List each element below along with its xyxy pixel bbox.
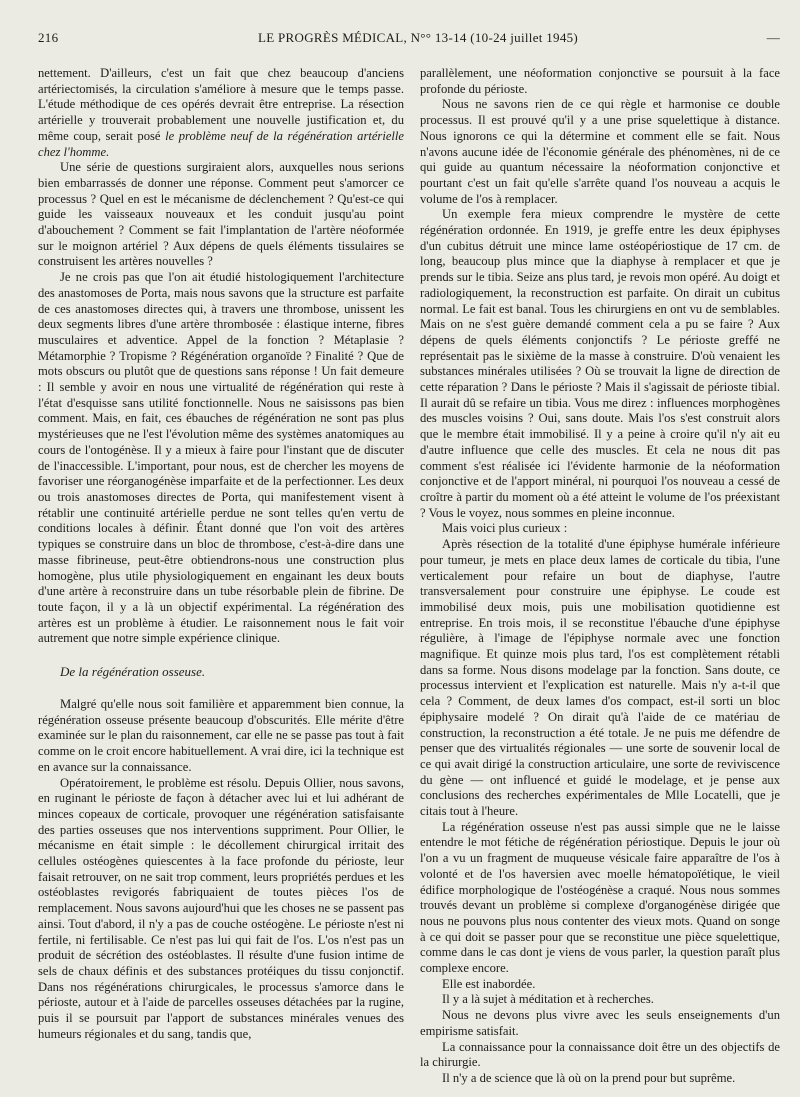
paragraph: Elle est inabordée. xyxy=(442,976,536,991)
paragraph: La connaissance pour la connaissance doit être un des objectifs de la chirurgie. xyxy=(420,1039,780,1070)
paragraph: parallèlement, une néoformation conjonctive se poursuit à la face profonde du périoste. xyxy=(420,66,780,96)
paragraph: Opératoirement, le problème est résolu. Depuis Ollier, nous savons, en ruginant le périoste de façon à détacher avec lui et lui adhérant de minces copeaux de corticale, provoquer une régénération satisfaisante des parties osseuses que nos interventions suppriment. Pour Ollier, le mécanisme en était simple : le décollement chirurgical irritait des cellules ostéogènes quiescentes à la face profonde du périoste, leur faisait retrouver, on ne sait trop comment, leurs propriétés perdues et les ostéoblastes revigorés fabriquaient de toutes pièces l'os de remplacement. Nous savons aujourd'hui que les choses ne se passent pas ainsi. Tout d'abord, il n'y a pas de couche ostéogène. Le périoste n'est ni fertile, ni fertilisable. Ce n'est pas lui qui fait de l'os. L'os n'est pas un produit de sécrétion des ostéoblastes. Il résulte d'une fusion intime de sels de chaux définis et des substances protéiques du tissu conjonctif. Dans nos régénérations chirurgicales, le processus s'amorce dans le périoste, autour et à l'aide de parcelles osseuses détachées par la rugine, puis il se poursuit par l'apport de substances minérales venues des humeurs régionales et du sang, tandis que, xyxy=(38,775,404,1041)
paragraph: Mais voici plus curieux : xyxy=(442,521,568,536)
right-column xyxy=(420,66,780,1086)
section-heading: De la régénération osseuse. xyxy=(60,664,206,680)
paragraph: Il y a là sujet à méditation et à recherches. xyxy=(442,992,654,1007)
paragraph: Je ne crois pas que l'on ait étudié histologiquement l'architecture des anastomoses de Porta, mais nous savons que la structure est parfaite de ces anastomoses directes qui, à travers une thrombose, unissent les deux segments libres d'une artère thrombosée : élastique interne, fibres musculaires et adventice. Appel de la fonction ? Métaplasie ? Métamorphie ? Tropisme ? Régénération organoïde ? Finalité ? Que de mots obscurs ou plutôt que de questions sans réponse ! Un fait demeure : Il semble y avoir en nous une virtualité de régénération qui reste à l'état d'esquisse sans utilité fonctionnelle. Nous ne saisissons pas bien comment. Mais, en fait, ces ébauches de régénération ne sont pas plus mystérieuses que ne l'est l'évolution même des systèmes anatomiques au cours de l'ontogénèse. Il y a mieux à faire pour l'instant que de discuter de l'inaccessible. L'important, pour nous, est de chercher les moyens de favoriser une réorganogénèse imparfaite et de la perfectionner. Les deux ou trois anastomoses directes de Porta, qui manifestement visent à rétablir une continuité artérielle perdue ne sont telles qu'en vertu de conditions locales à définir. Étant donné que l'on voit des artères typiques se construire dans un bloc de thrombose, c'est-à-dire dans une masse fibrineuse, peut-être obtiendrons-nous une construction plus homogène, plus utile physiologiquement en engainant les deux bouts d'une artère à reconstruire dans un tube résorbable plein de fibrine. De toute façon, il y a là un objectif expérimental. La régénération des artères est un problème à étudier. Le raisonnement nous le fait voir autrement que notre simple expérience clinique. xyxy=(38,270,404,646)
left-column xyxy=(38,66,404,1086)
paragraph-italic: le problème neuf de la régénération artérielle chez l'homme. xyxy=(38,128,404,159)
header-mark: — xyxy=(766,30,780,45)
paragraph: Malgré qu'elle nous soit familière et apparemment bien connue, la régénération osseuse présente beaucoup d'obscurités. Elle mérite d'être examinée sur le plan du raisonnement, car elle ne se passe pas tout à fait comme on le croit encore habituellement. A vrai dire, ici la technique est en avance sur la connaissance. xyxy=(38,697,404,774)
paragraph: La régénération osseuse n'est pas aussi simple que ne le laisse entendre le mot fétiche de régénération périostique. Depuis le jour où l'on a vu un fragment de muqueuse vésicale faire apparaître de l'os à volonté et de l'os haversien avec moelle hématopoïétique, le vieil édifice morphologique de l'ostéogénèse a craqué. Nous nous sommes trouvés devant un problème si complexe d'organogénèse dirigée que nous ne pouvons plus nous contenter des vieux mots. Quand on songe à ce qui doit se passer pour que se reconstitue une pièce squelettique, comme dans le cas dont je viens de vous parler, la question paraît plus complexe encore. xyxy=(420,819,780,976)
paragraph: Après résection de la totalité d'une épiphyse humérale inférieure pour tumeur, je mets en place deux lames de corticale du tibia, l'une verticalement pour refaire un bout de diaphyse, l'autre transversalement pour construire une épiphyse. Le coude est immobilisé deux mois, puis une mobilisation quotidienne est entreprise. En trois mois, il se reconstitue l'ébauche d'une épiphyse régulière, à l'image de l'épiphyse normale avec une fonction magnifique. Et quinze mois plus tard, l'os est complètement rétabli dans sa forme. Nous disons modelage par la fonction. Sans doute, ce processus intervient et l'explication est naturelle. Mais n'y a-t-il que cela ? Comment, de deux lames d'os compact, est-il sorti un bloc épiphysaire modelé ? On dirait qu'à l'aide de ce matériau de construction, la reconstruction a été totale. Je ne puis me défendre de penser que des virtualités régionales — une sorte de souvenir local de ce qui avait dirigé la construction articulaire, une sorte de reviviscence du gène — ont influencé et guidé le modelage, et je pense aux conclusions des recherches expérimentales de Mlle Locatelli, que je citais tout à l'heure. xyxy=(420,537,780,819)
running-header xyxy=(38,30,780,50)
paragraph: Il n'y a de science que là où on la prend pour but suprême. xyxy=(442,1071,736,1085)
paragraph: Un exemple fera mieux comprendre le mystère de cette régénération ordonnée. En 1919, je greffe entre les deux épiphyses d'un cubitus détruit une mince lame ostéopériostique de 17 cm. de long, beaucoup plus mince que la diaphyse à remplacer et que je prends sur le tibia. Seize ans plus tard, je revois mon opéré. Au doigt et radiologiquement, la reconstruction est parfaite. On dirait un cubitus normal. Le fait est banal. Tous les chirurgiens en ont vu de semblables. Mais on ne s'est guère demandé comment cela a pu se faire ? Aux dépens de quels éléments conjonctifs ? Le périoste greffé ne représentait pas le sixième de la masse à construire. D'où venaient les substances minérales utilisées ? Où se trouvait la ligne de direction de cette réparation ? Dans le périoste ? Mais il s'agissait de périoste tibial. Il aurait dû se refaire un tibia. Vous me direz : influences morphogènes des muscles voisins ? Oui, sans doute. Mais l'os s'est construit alors que le membre était immobilisé. Il y a peine à croire qu'il n'y ait eu d'autre influence que celle des muscles. Et cela ne nous dit pas comment s'est réalisée ici l'évidente harmonie de la néoformation conjonctive et de l'apport minéral, ni pourquoi l'os nouveau a cessé de croître à partir du moment où a été atteint le volume de l'os préexistant ? Vous le voyez, nous sommes en pleine inconnue. xyxy=(420,207,780,520)
paragraph xyxy=(38,66,404,160)
paragraph: Une série de questions surgiraient alors, auxquelles nous serions bien embarrassés de donner une réponse. Comment peut s'amorcer ce processus ? Quel en est le mécanisme de déclenchement ? Qu'est-ce qui guide les vaisseaux nouveaux et les conduit jusqu'au point d'abouchement ? Comment se fait l'implantation de l'artère néoformée sur le moignon artériel ? Aux dépens de quels éléments tissulaires se construisent les artères nouvelles ? xyxy=(38,160,404,269)
paragraph: Nous ne devons plus vivre avec les seuls enseignements d'un empirisme satisfait. xyxy=(420,1008,780,1038)
paragraph: Nous ne savons rien de ce qui règle et harmonise ce double processus. Il est prouvé qu'il y a une prise squelettique à distance. Nous ignorons ce qui la détermine et comment elle se fait. Nous n'avons aucune idée de l'économie générale des phénomènes, ni de ce qui guide au quantum nécessaire la néoformation conjonctive et pourtant c'est un fait qu'elle s'arrête quand l'os nouveau a acquis le volume de l'os à remplacer. xyxy=(420,97,780,206)
page-number: 216 xyxy=(38,30,59,45)
paragraph-text: nettement. D'ailleurs, c'est un fait que chez beaucoup d'anciens artériectomisés, la circulation s'améliore à mesure que le temps passe. L'étude méthodique de ces opérés devrait être entreprise. La résection artérielle y trouverait probablement une nouvelle justification et, du même coup, serait posé xyxy=(38,66,404,143)
journal-title: LE PROGRÈS MÉDICAL, N°° 13-14 (10-24 juillet 1945) xyxy=(258,30,579,45)
